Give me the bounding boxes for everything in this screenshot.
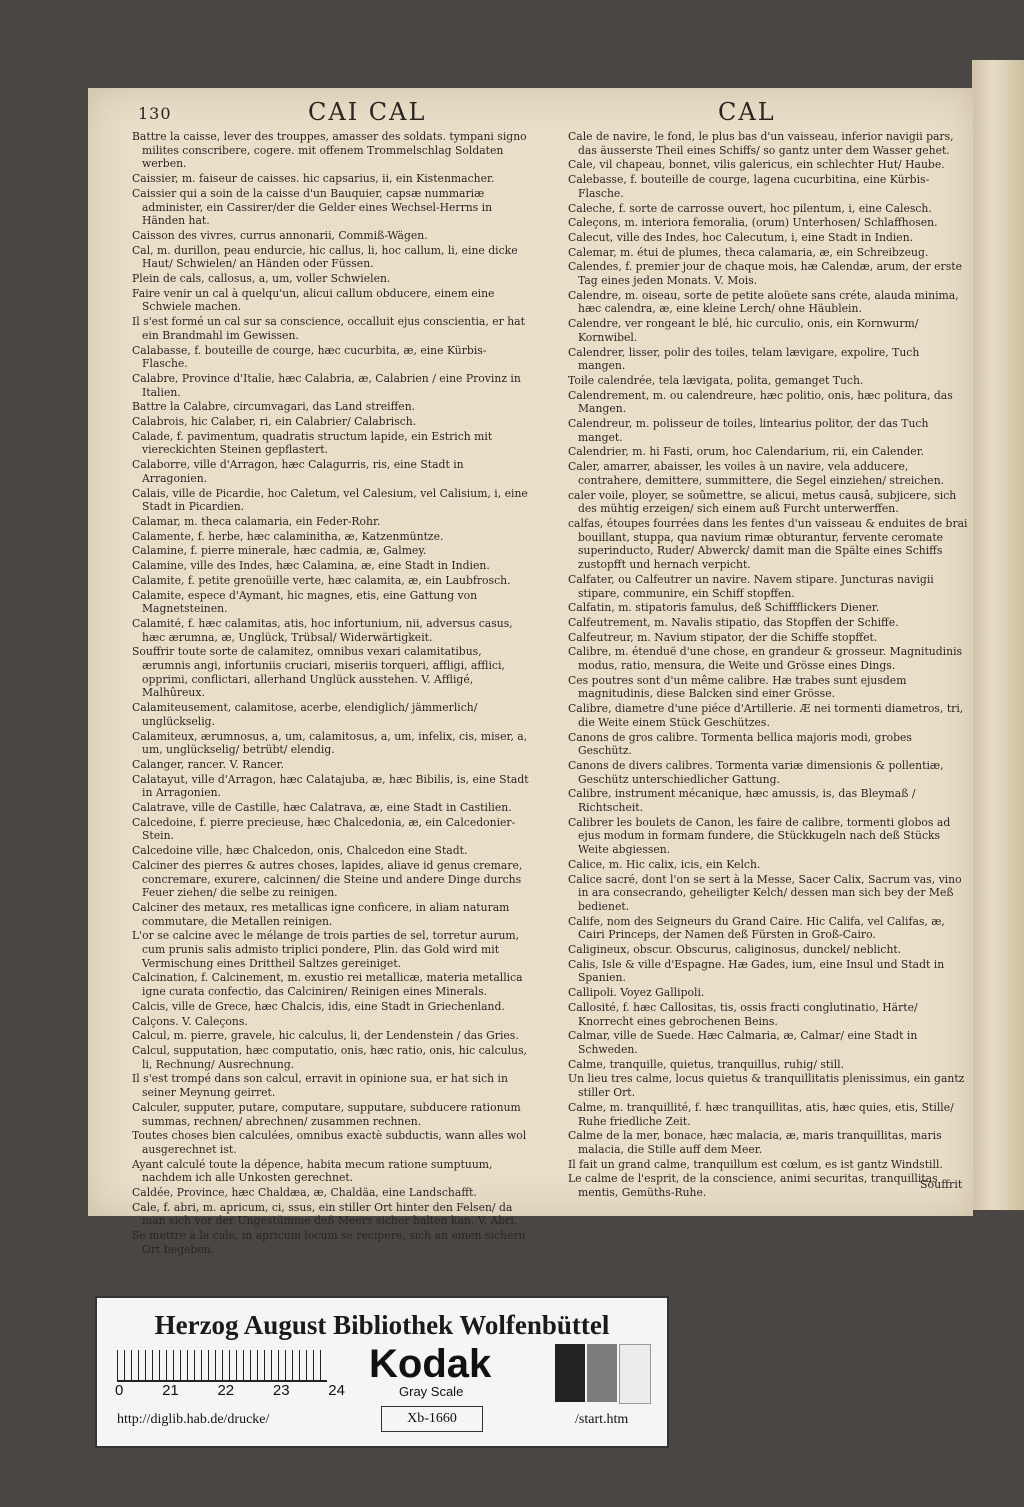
dictionary-entry: Il s'est formé un cal sur sa conscience, occalluit ejus conscientia, er hat ein Brandmahl im Gewissen. xyxy=(132,315,525,342)
dictionary-entry: Calçons. V. Caleçons. xyxy=(132,1014,248,1028)
dictionary-entry: Calcul, supputation, hæc computatio, onis, hæc ratio, onis, hic calculus, li, Rechnung/ Ausrechnung. xyxy=(132,1044,527,1071)
dictionary-entry: Calendre, m. oiseau, sorte de petite aloüete sans créte, alauda minima, hæc calendra, æ, eine kleine Lerch/ ohne Häublein. xyxy=(568,288,959,316)
dictionary-entry: Caleche, f. sorte de carrosse ouvert, hoc pilentum, i, eine Calesch. xyxy=(568,201,932,215)
dictionary-entry: Calamiteusement, calamitose, acerbe, elendiglich/ jämmerlich/ unglückselig. xyxy=(132,701,478,728)
dictionary-entry: Callosité, f. hæc Callositas, tis, ossis fracti conglutinatio, Härte/ Knorrecht eines gebrochenen Beins. xyxy=(568,1000,918,1028)
dictionary-entry: Calme, m. tranquillité, f. hæc tranquillitas, atis, hæc quies, etis, Stille/ Ruhe friedliche Zeit. xyxy=(568,1100,954,1128)
dictionary-entry: Calatayut, ville d'Arragon, hæc Calatajuba, æ, hæc Bibilis, is, eine Stadt in Arragonien. xyxy=(132,772,529,800)
right-column xyxy=(568,130,968,1201)
url-left: http://diglib.hab.de/drucke/ xyxy=(117,1412,270,1427)
dictionary-entry: Calaborre, ville d'Arragon, hæc Calagurris, ris, eine Stadt in Arragonien. xyxy=(132,458,464,485)
dictionary-entry: Calebasse, f. bouteille de courge, lagena cucurbitina, eine Kürbis-Flasche. xyxy=(568,173,930,200)
ruler-number: 0 xyxy=(115,1382,124,1399)
left-column xyxy=(132,130,532,1258)
dictionary-entry: Battre la caisse, lever des trouppes, amasser des soldats. tympani signo milites conscribere, cogere. mit offenem Trommelschlag Soldaten werben. xyxy=(132,130,527,171)
scale-ruler xyxy=(117,1350,327,1382)
dictionary-entry: Calamine, ville des Indes, hæc Calamina, æ, eine Stadt in Indien. xyxy=(132,559,490,573)
dictionary-entry: Calendreur, m. polisseur de toiles, lintearius politor, der das Tuch manget. xyxy=(568,417,929,444)
dictionary-entry: Calabrois, hic Calaber, ri, ein Calabrier/ Calabrisch. xyxy=(132,415,417,429)
dictionary-entry: Calcedoine ville, hæc Chalcedon, onis, Chalcedon eine Stadt. xyxy=(132,844,468,858)
dictionary-entry: Caissier, m. faiseur de caisses. hic capsarius, ii, ein Kistenmacher. xyxy=(132,172,495,186)
dictionary-entry: calfas, étoupes fourrées dans les fentes d'un vaisseau & enduites de brai bouillant, stuppa, qua navium rimæ obturantur, fervente ceromate superinducto, Ruder/ Abwerck/ damit man die Spälte eines Schiffs zustopfft und hernach verpicht. xyxy=(568,516,968,572)
dictionary-entry: Caldée, Province, hæc Chaldæa, æ, Chaldäa, eine Landschafft. xyxy=(132,1186,477,1200)
library-name: Herzog August Bibliothek Wolfenbüttel xyxy=(154,1310,610,1340)
dictionary-entry: Caler, amarrer, abaisser, les voiles à un navire, vela adducere, contrahere, demittere, summittere, die Segel einziehen/ streichen. xyxy=(568,460,945,487)
dictionary-entry: Faire venir un cal à quelqu'un, alicui callum obducere, einem eine Schwiele machen. xyxy=(132,286,495,314)
dictionary-entry: L'or se calcine avec le mélange de trois parties de sel, torretur aurum, cum prunis salis admisto triplici pondere, Plin. das Gold wird mit Vermischung eines Drittheil Saltzes gereiniget. xyxy=(132,929,520,970)
dictionary-entry: Calibrer les boulets de Canon, les faire de calibre, tormenti globos ad ejus modum in formam fundere, die Stückkugeln nach deß Stücks Weite abgiessen. xyxy=(568,815,951,857)
dictionary-entry: Calemar, m. étui de plumes, theca calamaria, æ, ein Schreibzeug. xyxy=(568,245,929,259)
dictionary-entry: Calecut, ville des Indes, hoc Calecutum, i, eine Stadt in Indien. xyxy=(568,230,914,244)
dictionary-entry: Calciner des metaux, res metallicas igne conficere, in aliam naturam commutare, die Metallen reinigen. xyxy=(132,900,510,928)
dictionary-entry: Plein de cals, callosus, a, um, voller Schwielen. xyxy=(132,272,391,286)
dictionary-entry: Il fait un grand calme, tranquillum est cœlum, es ist gantz Windstill. xyxy=(568,1157,943,1171)
dictionary-entry: Un lieu tres calme, locus quietus & tranquillitatis plenissimus, ein gantz stiller Ort. xyxy=(568,1072,965,1100)
dictionary-entry: Calendrier, m. hi Fasti, orum, hoc Calendarium, rii, ein Calender. xyxy=(568,445,925,459)
dictionary-entry: Calife, nom des Seigneurs du Grand Caire. Hic Califa, vel Califas, æ, Cairi Princeps, der Namen deß Fürsten in Groß-Cairo. xyxy=(568,914,945,942)
dictionary-entry: Callipoli. Voyez Gallipoli. xyxy=(568,986,705,1000)
dictionary-entry: Calme de la mer, bonace, hæc malacia, æ, maris tranquillitas, maris malacia, die Stille auff dem Meer. xyxy=(568,1129,942,1156)
url-right: /start.htm xyxy=(575,1412,629,1427)
dictionary-entry: Cale de navire, le fond, le plus bas d'un vaisseau, inferior navigii pars, das äusserste Theil eines Schiffs/ so gantz unter dem Wasser gehet. xyxy=(568,130,954,157)
gray-swatch-light xyxy=(619,1344,651,1404)
dictionary-entry: Calcul, m. pierre, gravele, hic calculus, li, der Lendenstein / das Gries. xyxy=(132,1029,519,1043)
dictionary-entry: Calcis, ville de Grece, hæc Chalcis, idis, eine Stadt in Griechenland. xyxy=(132,999,505,1013)
dictionary-entry: Calendrement, m. ou calendreure, hæc politio, onis, hæc politura, das Mangen. xyxy=(568,388,953,416)
dictionary-entry: Battre la Calabre, circumvagari, das Land streiffen. xyxy=(132,400,416,414)
gray-swatch-mid xyxy=(587,1344,617,1402)
dictionary-entry: Calice, m. Hic calix, icis, ein Kelch. xyxy=(568,857,761,871)
dictionary-entry: Calamite, f. petite grenoüille verte, hæc calamita, æ, ein Laubfrosch. xyxy=(132,573,511,587)
dictionary-entry: Calfeutrement, m. Navalis stipatio, das Stopffen der Schiffe. xyxy=(568,615,899,629)
gray-swatch-dark xyxy=(555,1344,585,1402)
dictionary-entry: Il s'est trompé dans son calcul, erravit in opinione sua, er hat sich in seiner Meynung geirret. xyxy=(132,1072,508,1100)
dictionary-entry: Caissier qui a soin de la caisse d'un Bauquier, capsæ nummariæ administer, ein Cassirer/der die Gelder eines Wechsel-Herrns in Händen hat. xyxy=(132,186,493,228)
dictionary-entry: Caligineux, obscur. Obscurus, caliginosus, dunckel/ neblicht. xyxy=(568,943,902,957)
dictionary-entry: Calme, tranquille, quietus, tranquillus, ruhig/ still. xyxy=(568,1057,845,1071)
dictionary-entry: Souffrir toute sorte de calamitez, omnibus vexari calamitatibus, ærumnis angi, infortuniis cruciari, miseriis torqueri, affligi, afflici, opprimi, conflictari, allerhand Unglück ausstehen. V. Affligé, Malhûreux. xyxy=(132,645,505,700)
running-head-right: CAL xyxy=(718,98,776,126)
dictionary-entry: Calis, Isle & ville d'Espagne. Hæ Gades, ium, eine Insul und Stadt in Spanien. xyxy=(568,957,945,985)
dictionary-entry: Calfatin, m. stipatoris famulus, deß Schiffflickers Diener. xyxy=(568,601,880,615)
dictionary-entry: Toile calendrée, tela lævigata, polita, gemanget Tuch. xyxy=(568,373,864,387)
dictionary-entry: Calamité, f. hæc calamitas, atis, hoc infortunium, nii, adversus casus, hæc ærumna, æ, Unglück, Trübsal/ Widerwärtigkeit. xyxy=(132,616,513,644)
dictionary-entry: Se mettre à la cale, in apricum locum se recipere, sich an einen sichern Ort begeben. xyxy=(132,1229,526,1256)
book-page xyxy=(88,88,973,1256)
kodak-logo: Kodak xyxy=(369,1342,492,1386)
dictionary-entry: Calciner des pierres & autres choses, lapides, aliave id genus cremare, concremare, exurere, calcinnen/ die Steine und andere Dinge durchs Feuer ziehen/ die selbe zu reinigen. xyxy=(132,858,523,900)
dictionary-entry: Calais, ville de Picardie, hoc Caletum, vel Calesium, vel Calisium, i, eine Stadt in Picardien. xyxy=(132,486,528,514)
dictionary-entry: Calanger, rancer. V. Rancer. xyxy=(132,757,284,771)
dictionary-entry: Le calme de l'esprit, de la conscience, animi securitas, tranquillitas mentis, Gemüths-Ruhe. xyxy=(568,1172,938,1200)
dictionary-entry: Calibre, diametre d'une piéce d'Artillerie. Æ nei tormenti diametros, tri, die Weite einem Stück Geschützes. xyxy=(568,702,964,729)
dictionary-entry: Calendes, f. premier jour de chaque mois, hæ Calendæ, arum, der erste Tag eines jeden Monats. V. Mois. xyxy=(568,260,962,288)
dictionary-entry: Ces poutres sont d'un même calibre. Hæ trabes sunt ejusdem magnitudinis, diese Balcken sind einer Grösse. xyxy=(568,673,907,701)
dictionary-entry: Calabre, Province d'Italie, hæc Calabria, æ, Calabrien / eine Provinz in Italien. xyxy=(132,371,521,399)
dictionary-entry: Calade, f. pavimentum, quadratis structum lapide, ein Estrich mit viereckichten Steinen gepflastert. xyxy=(132,429,493,457)
running-head-left: CAI CAL xyxy=(308,98,427,126)
dictionary-entry: Calatrave, ville de Castille, hæc Calatrava, æ, eine Stadt in Castilien. xyxy=(132,801,512,815)
dictionary-entry: Calamar, m. theca calamaria, ein Feder-Rohr. xyxy=(132,514,381,528)
dictionary-entry: Calmar, ville de Suede. Hæc Calmaria, æ, Calmar/ eine Stadt in Schweden. xyxy=(568,1029,918,1056)
catchword: Souffrit xyxy=(920,1178,963,1191)
ruler-number: 24 xyxy=(328,1382,345,1399)
dictionary-entry: Calamite, espece d'Aymant, hic magnes, etis, eine Gattung von Magnetsteinen. xyxy=(132,588,478,616)
dictionary-entry: Ayant calculé toute la dépence, habita mecum ratione sumptuum, nachdem ich alle Unkosten gerechnet. xyxy=(132,1157,493,1185)
dictionary-entry: Canons de gros calibre. Tormenta bellica majoris modi, grobes Geschütz. xyxy=(568,730,912,758)
dictionary-entry: Calfeutreur, m. Navium stipator, der die Schiffe stopffet. xyxy=(568,630,878,644)
dictionary-entry: Canons de divers calibres. Tormenta variæ dimensionis & pollentiæ, Geschütz unterschiedlicher Gattung. xyxy=(568,758,944,786)
dictionary-entry: Calendre, ver rongeant le blé, hic curculio, onis, ein Kornwurm/ Kornwibel. xyxy=(568,317,919,344)
dictionary-entry: Calamine, f. pierre minerale, hæc cadmia, æ, Galmey. xyxy=(132,544,427,558)
dictionary-entry: Cale, vil chapeau, bonnet, vilis galericus, ein schlechter Hut/ Haube. xyxy=(568,158,945,172)
next-page-edge xyxy=(972,60,1024,1210)
dictionary-entry: caler voile, ployer, se soûmettre, se alicui, metus causâ, subjicere, sich des mühtig erzeigen/ sich einem auß Furcht unterwerffen. xyxy=(568,488,957,516)
dictionary-entry: Calamiteux, ærumnosus, a, um, calamitosus, a, um, infelix, cis, miser, a, um, unglückselig/ betrübt/ elendig. xyxy=(132,729,528,757)
dictionary-entry: Caisson des vivres, currus annonarii, Commiß-Wägen. xyxy=(132,228,428,242)
dictionary-entry: Toutes choses bien calculées, omnibus exactè subductis, wann alles wol ausgerechnet ist. xyxy=(132,1129,527,1156)
gray-scale-label: Gray Scale xyxy=(399,1384,464,1399)
dictionary-entry: Cale, f. abri, m. apricum, ci, ssus, ein stiller Ort hinter den Felsen/ da man sich vor der Ungestümme deß Meers sicher halten kan. V. Abri. xyxy=(132,1200,518,1228)
dictionary-entry: Calabasse, f. bouteille de courge, hæc cucurbita, æ, eine Kürbis-Flasche. xyxy=(132,343,487,371)
shelfmark: Xb-1660 xyxy=(381,1406,483,1432)
dictionary-entry: Calibre, m. étenduë d'une chose, en grandeur & grosseur. Magnitudinis modus, ratio, mensura, die Weite und Grösse eines Dings. xyxy=(568,645,963,673)
library-target xyxy=(95,1296,669,1448)
dictionary-entry: Calibre, instrument mécanique, hæc amussis, is, das Bleymaß / Richtscheit. xyxy=(568,787,916,815)
dictionary-entry: Calice sacré, dont l'on se sert à la Messe, Sacer Calix, Sacrum vas, vino in ara consecrando, geheiligter Kelch/ dessen man sich bey der Meß bedienet. xyxy=(568,872,962,913)
dictionary-entry: Calcination, f. Calcinement, m. exustio rei metallicæ, materia metallica igne curata confectio, das Calciniren/ Reinigen eines Minerals. xyxy=(132,971,523,999)
dictionary-entry: Cal, m. durillon, peau endurcie, hic callus, li, hoc callum, li, eine dicke Haut/ Schwielen/ an Händen oder Füssen. xyxy=(132,243,518,271)
page-number: 130 xyxy=(138,104,172,123)
dictionary-entry: Calendrer, lisser, polir des toiles, telam lævigare, expolire, Tuch mangen. xyxy=(568,345,920,373)
ruler-numbers xyxy=(115,1382,345,1399)
ruler-number: 23 xyxy=(272,1382,290,1399)
dictionary-entry: Calfater, ou Calfeutrer un navire. Navem stipare. Juncturas navigii stipare, communire, ein Schiff stopffen. xyxy=(568,572,934,600)
ruler-number: 22 xyxy=(217,1382,235,1399)
dictionary-entry: Calculer, supputer, putare, computare, supputare, subducere rationum summas, rechnen/ abrechnen/ zusammen rechnen. xyxy=(132,1100,521,1128)
dictionary-entry: Calamente, f. herbe, hæc calaminitha, æ, Katzenmüntze. xyxy=(132,529,444,543)
dictionary-entry: Calcedoine, f. pierre precieuse, hæc Chalcedonia, æ, ein Calcedonier-Stein. xyxy=(132,815,516,843)
dictionary-entry: Caleçons, m. interiora femoralia, (orum) Unterhosen/ Schlaffhosen. xyxy=(568,216,938,230)
ruler-number: 21 xyxy=(162,1382,179,1399)
